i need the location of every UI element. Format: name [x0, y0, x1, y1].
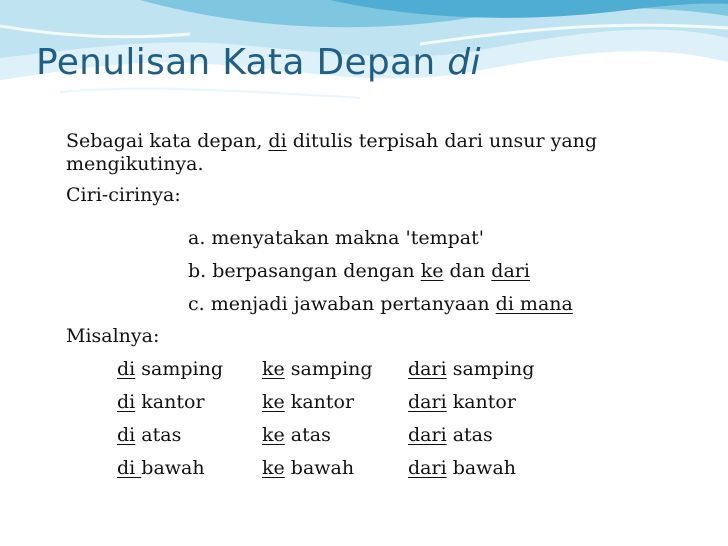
- slide-body: [66, 130, 666, 207]
- item-b-ke: ke: [420, 260, 444, 282]
- title-italic: di: [447, 42, 481, 83]
- intro-di: di: [268, 130, 287, 152]
- ke-object: atas: [284, 424, 331, 446]
- example-di: [117, 424, 181, 447]
- di-object: kantor: [135, 391, 205, 413]
- item-b-dari: dari: [491, 260, 530, 282]
- dari-word: dari: [408, 424, 447, 446]
- dari-object: kantor: [446, 391, 516, 413]
- example-dari: [408, 424, 493, 447]
- ke-object: samping: [284, 358, 373, 380]
- di-object: atas: [135, 424, 182, 446]
- di-word: di: [117, 391, 136, 413]
- item-b: [188, 260, 530, 283]
- misalnya-label: Misalnya:: [66, 325, 160, 347]
- example-dari: [408, 457, 516, 480]
- ke-object: bawah: [284, 457, 355, 479]
- di-word: di: [117, 457, 142, 479]
- example-di: [117, 391, 205, 414]
- example-ke: [262, 358, 373, 381]
- item-c-before: c. menjadi jawaban pertanyaan: [188, 293, 496, 315]
- dari-word: dari: [408, 358, 447, 380]
- intro-after: ditulis terpisah dari unsur yang: [286, 130, 598, 152]
- item-c-dimana: di mana: [495, 293, 573, 315]
- example-ke: [262, 391, 354, 414]
- dari-word: dari: [408, 391, 447, 413]
- item-b-before: b. berpasangan dengan: [188, 260, 421, 282]
- intro-before: Sebagai kata depan,: [66, 130, 269, 152]
- dari-object: atas: [446, 424, 493, 446]
- slide-title: [36, 42, 481, 83]
- dari-object: bawah: [446, 457, 517, 479]
- intro-paragraph: [66, 130, 666, 176]
- item-b-mid: dan: [443, 260, 492, 282]
- example-di: [117, 457, 205, 480]
- di-object: bawah: [141, 457, 205, 479]
- di-word: di: [117, 424, 136, 446]
- ke-word: ke: [262, 358, 285, 380]
- ke-word: ke: [262, 391, 285, 413]
- ciri-heading: Ciri-cirinya:: [66, 184, 181, 206]
- example-dari: [408, 391, 516, 414]
- dari-word: dari: [408, 457, 447, 479]
- di-object: samping: [135, 358, 224, 380]
- ke-object: kantor: [284, 391, 355, 413]
- example-dari: [408, 358, 534, 381]
- example-ke: [262, 457, 354, 480]
- ke-word: ke: [262, 424, 285, 446]
- di-word: di: [117, 358, 136, 380]
- example-di: [117, 358, 223, 381]
- intro-line2: mengikutinya.: [66, 153, 204, 175]
- example-ke: [262, 424, 331, 447]
- dari-object: samping: [446, 358, 535, 380]
- title-main: Penulisan Kata Depan: [36, 42, 448, 83]
- item-c: [188, 293, 573, 316]
- item-a: a. menyatakan makna 'tempat': [188, 227, 484, 249]
- ke-word: ke: [262, 457, 285, 479]
